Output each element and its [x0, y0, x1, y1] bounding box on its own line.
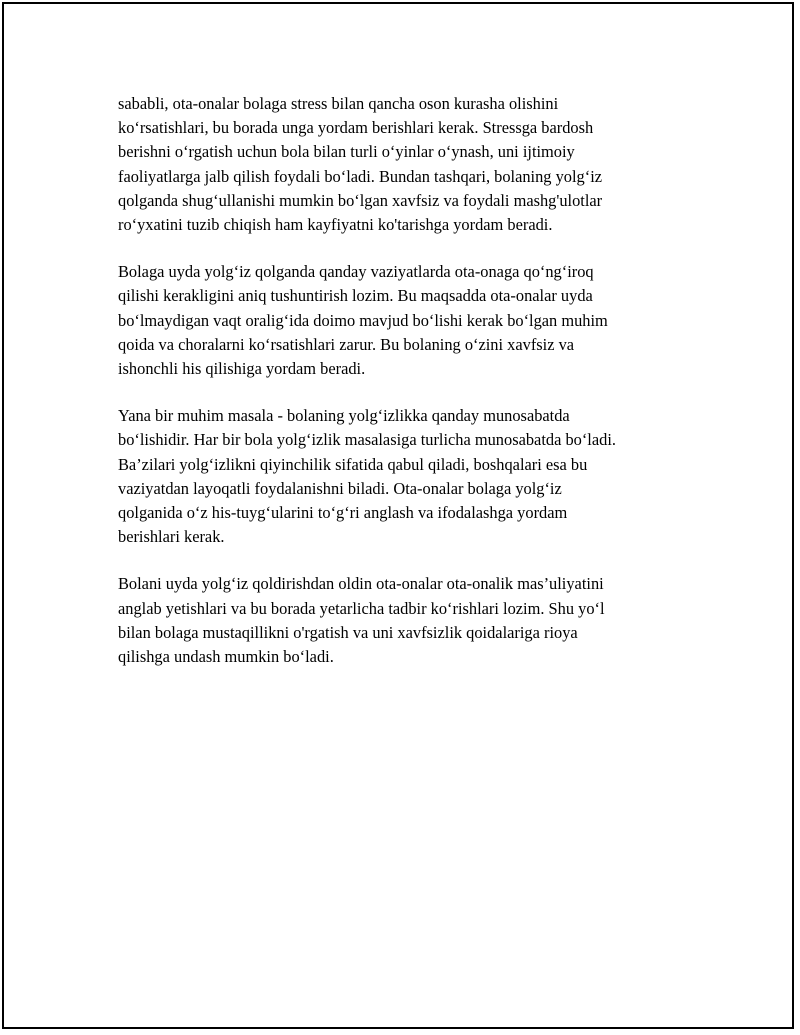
text-line: bo‘lishidir. Har bir bola yolg‘izlik masalasiga turlicha munosabatda bo‘ladi.	[118, 430, 616, 450]
text-line: anglab yetishlari va bu borada yetarlicha tadbir ko‘rishlari lozim. Shu yo‘l	[118, 598, 605, 618]
paragraph-2	[118, 260, 698, 381]
text-line: vaziyatdan layoqatli foydalanishni biladi. Ota-onalar bolaga yolg‘iz	[118, 478, 562, 498]
text-line: berishlari kerak.	[118, 527, 225, 547]
text-line: qilishi kerakligini aniq tushuntirish lozim. Bu maqsadda ota-onalar uyda	[118, 286, 593, 306]
text-line: qolganda shug‘ullanishi mumkin bo‘lgan xavfsiz va foydali mashg'ulotlar	[118, 190, 603, 210]
text-line: berishni o‘rgatish uchun bola bilan turli o‘yinlar o‘ynash, uni ijtimoiy	[118, 142, 575, 162]
text-line: qoida va choralarni ko‘rsatishlari zarur. Bu bolaning o‘zini xavfsiz va	[118, 334, 575, 354]
text-line: Ba’zilari yolg‘izlikni qiyinchilik sifatida qabul qiladi, boshqalari esa bu	[118, 454, 588, 474]
text-line: Yana bir muhim masala - bolaning yolg‘izlikka qanday munosabatda	[118, 406, 570, 426]
text-line: qolganida o‘z his-tuyg‘ularini to‘g‘ri anglash va ifodalashga yordam	[118, 503, 568, 523]
document-body	[118, 92, 698, 692]
text-line: Bolaga uyda yolg‘iz qolganda qanday vaziyatlarda ota-onaga qo‘ng‘iroq	[118, 262, 594, 282]
paragraph-4	[118, 572, 698, 669]
paragraph-1	[118, 92, 698, 237]
text-line: bilan bolaga mustaqillikni o'rgatish va uni xavfsizlik qoidalariga rioya	[118, 622, 578, 642]
text-line: sababli, ota-onalar bolaga stress bilan qancha oson kurasha olishini	[118, 94, 559, 113]
text-line: ro‘yxatini tuzib chiqish ham kayfiyatni ko'tarishga yordam beradi.	[118, 215, 553, 235]
text-line: ishonchli his qilishiga yordam beradi.	[118, 359, 366, 379]
text-line: qilishga undash mumkin bo‘ladi.	[118, 647, 334, 667]
paragraph-3	[118, 404, 698, 549]
text-line: Bolani uyda yolg‘iz qoldirishdan oldin ota-onalar ota-onalik mas’uliyatini	[118, 574, 604, 594]
text-line: ko‘rsatishlari, bu borada unga yordam berishlari kerak. Stressga bardosh	[118, 118, 594, 138]
text-line: faoliyatlarga jalb qilish foydali bo‘ladi. Bundan tashqari, bolaning yolg‘iz	[118, 166, 603, 186]
text-line: bo‘lmaydigan vaqt oralig‘ida doimo mavjud bo‘lishi kerak bo‘lgan muhim	[118, 310, 608, 330]
